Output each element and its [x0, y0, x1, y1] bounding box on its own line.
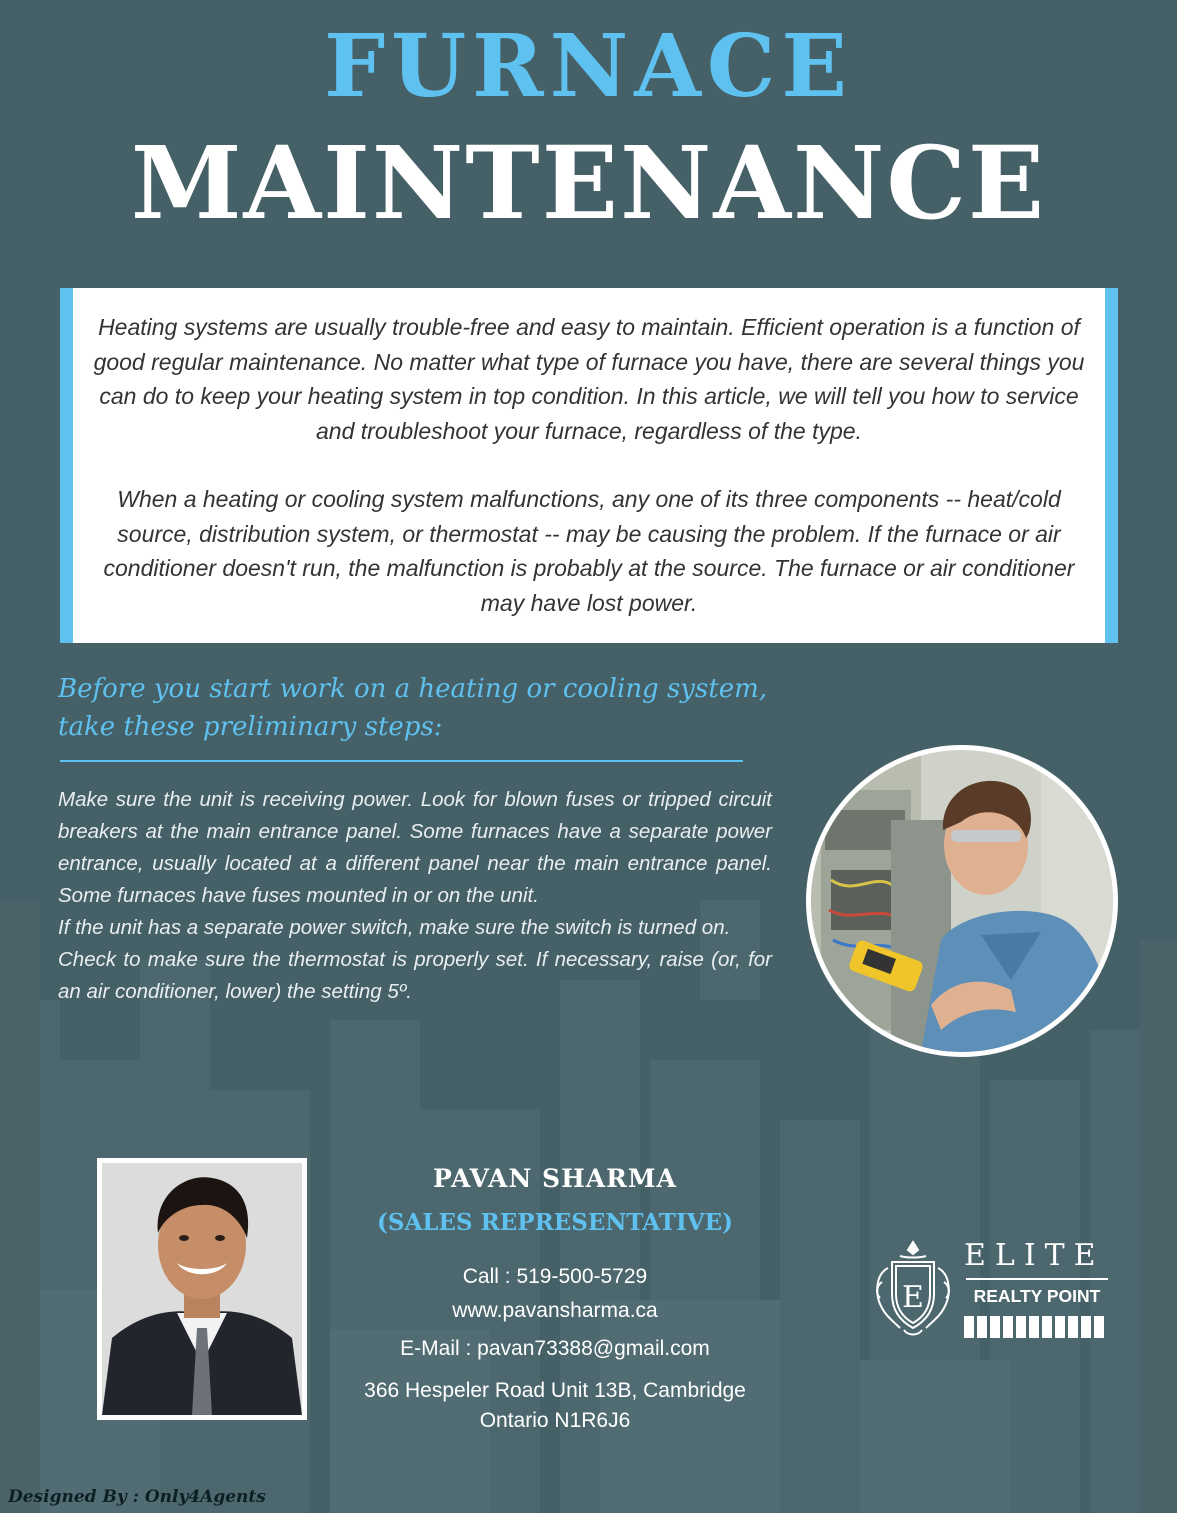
crest-letter: E	[902, 1280, 924, 1315]
agent-address-line-2: Ontario N1R6J6	[479, 1409, 631, 1432]
brand-realty-point-text: REALTY POINT	[973, 1286, 1101, 1306]
brand-building-bars	[964, 1316, 1110, 1338]
agent-address	[330, 1376, 780, 1436]
step-item: If the unit has a separate power switch, make sure the switch is turned on.	[58, 916, 731, 939]
brand-elite-text: ELITE	[964, 1238, 1105, 1273]
agent-illustration	[102, 1163, 302, 1415]
designer-credit: Designed By : Only4Agents	[8, 1487, 266, 1507]
brand-divider	[966, 1278, 1108, 1280]
agent-website-link[interactable]: www.pavansharma.ca	[452, 1299, 658, 1322]
intro-paragraph: When a heating or cooling system malfunctions, any one of its three components -- heat/cold source, distribution system, or thermostat -- may be causing the problem. If the furnace or air conditioner doesn't run, the malfunction is probably at the source. The furnace or air conditioner may have lost power.	[103, 486, 1075, 616]
heading-divider	[60, 760, 743, 762]
title-maintenance: MAINTENANCE	[130, 124, 1047, 242]
preliminary-heading-line-1: Before you start work on a heating or cooling system,	[58, 674, 768, 704]
step-item: Check to make sure the thermostat is properly set. If necessary, raise (or, for an air conditioner, lower) the setting 5º.	[58, 948, 772, 1003]
elite-realty-point-logo	[870, 1238, 1110, 1340]
step-item: Make sure the unit is receiving power. Look for blown fuses or tripped circuit breakers at the main entrance panel. Some furnaces have a separate power entrance, usually located at a different panel near the main entrance panel. Some furnaces have fuses mounted in or on the unit.	[58, 788, 772, 907]
agent-address-line-1: 366 Hespeler Road Unit 13B, Cambridge	[364, 1379, 746, 1402]
crest-emblem-icon	[870, 1238, 956, 1340]
agent-email-link[interactable]: E-Mail : pavan73388@gmail.com	[400, 1337, 710, 1360]
agent-headshot	[97, 1158, 307, 1420]
technician-photo	[806, 745, 1118, 1057]
preliminary-heading	[58, 670, 818, 746]
intro-box	[60, 288, 1118, 643]
title-furnace: FURNACE	[324, 16, 853, 117]
contact-block	[330, 1160, 780, 1436]
preliminary-steps	[58, 784, 772, 1008]
technician-illustration	[811, 750, 1113, 1052]
agent-phone[interactable]: Call : 519-500-5729	[462, 1265, 648, 1288]
agent-role: (SALES REPRESENTATIVE)	[377, 1209, 733, 1236]
intro-paragraph: Heating systems are usually trouble-free and easy to maintain. Efficient operation is a function of good regular maintenance. No matter what type of furnace you have, there are several things you can do to keep your heating system in top condition. In this article, we will tell you how to service and troubleshoot your furnace, regardless of the type.	[93, 314, 1085, 444]
preliminary-heading-line-2: take these preliminary steps:	[58, 712, 443, 742]
agent-name: PAVAN SHARMA	[433, 1164, 677, 1193]
